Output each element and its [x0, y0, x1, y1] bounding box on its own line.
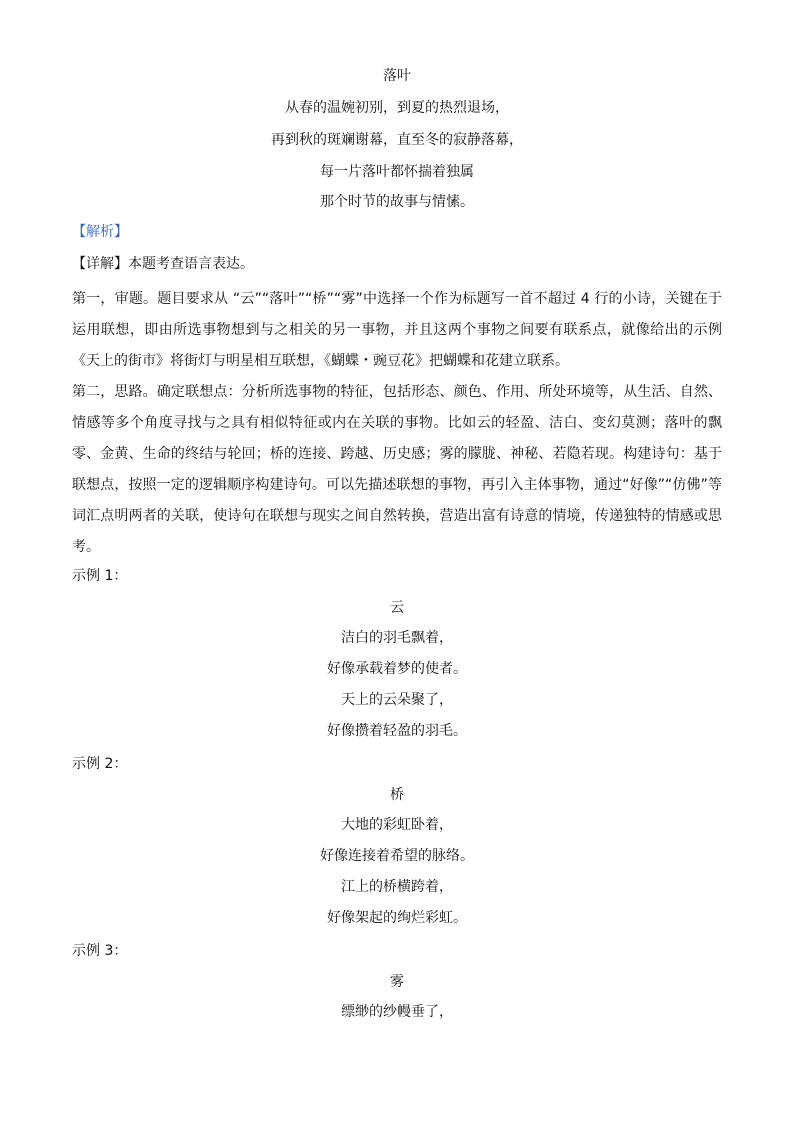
- analysis-heading: 【解析】: [72, 224, 128, 240]
- example-line: 江上的桥横跨着，: [341, 879, 453, 895]
- poem-title: 落叶: [383, 68, 411, 84]
- poem-line: 再到秋的斑斓谢幕，直至冬的寂静落幕，: [271, 132, 523, 148]
- example-line: 好像架起的绚烂彩虹。: [327, 910, 467, 926]
- example-title: 雾: [390, 974, 404, 990]
- poem-line: 那个时节的故事与情愫。: [320, 194, 474, 210]
- detail-text: 本题考查语言表达。: [128, 256, 254, 272]
- poem-line: 从春的温婉初别，到夏的热烈退场，: [285, 100, 509, 116]
- example-line: 缥缈的纱幔垂了，: [341, 1004, 453, 1020]
- example-line: 洁白的羽毛飘着，: [341, 630, 453, 646]
- example-line: 好像连接着希望的脉络。: [320, 848, 474, 864]
- example-line: 大地的彩虹卧着，: [341, 817, 453, 833]
- detail-label: 【详解】: [72, 256, 128, 272]
- example-label: 示例 3：: [72, 943, 128, 959]
- detail-line: [72, 254, 254, 274]
- paragraph-approach: 第二，思路。确定联想点：分析所选事物的特征，包括形态、颜色、作用、所处环境等，从生活、自然、情感等多个角度寻找与之具有相似特征或内在关联的事物。比如云的轻盈、洁白、变幻莫测；落叶的飘零、金黄、生命的终结与轮回；桥的连接、跨越、历史感；雾的朦胧、神秘、若隐若现。构建诗句：基于联想点，按照一定的逻辑顺序构建诗句。可以先描述联想的事物，再引入主体事物，通过“好像”“仿佛”等词汇点明两者的关联，使诗句在联想与现实之间自然转换，营造出富有诗意的情境，传递独特的情感或思考。: [72, 384, 722, 555]
- example-label: 示例 1：: [72, 568, 128, 584]
- example-line: 好像承载着梦的使者。: [327, 661, 467, 677]
- paragraph-review: 第一，审题。题目要求从 “云”“落叶”“桥”“雾”中选择一个作为标题写一首不超过 4 行的小诗，关键在于运用联想，即由所选事物想到与之相关的另一事物，并且这两个事物之间要有联系点，就像给出的示例《天上的街市》将街灯与明星相互联想，《蝴蝶・豌豆花》把蝴蝶和花建立联系。: [72, 291, 722, 369]
- example-line: 好像攒着轻盈的羽毛。: [327, 723, 467, 739]
- poem-line: 每一片落叶都怀揣着独属: [320, 164, 474, 180]
- example-line: 天上的云朵聚了，: [341, 692, 453, 708]
- example-title: 云: [390, 600, 404, 616]
- example-title: 桥: [390, 787, 404, 803]
- example-label: 示例 2：: [72, 756, 128, 772]
